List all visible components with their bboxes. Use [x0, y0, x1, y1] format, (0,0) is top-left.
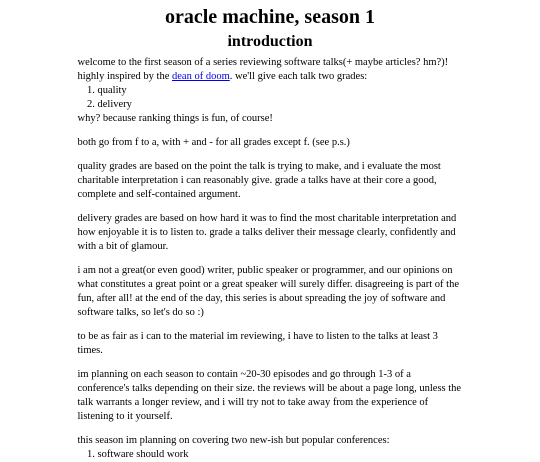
- delivery-grades-paragraph: delivery grades are based on how hard it was to find the most charitable interpretation and how enjoyable it is to listen to. grade a talks deliver their message clearly, confidently and with a bit of glamour.: [77, 213, 457, 252]
- conferences-intro-paragraph: this season im planning on covering two new-ish but popular conferences:: [77, 435, 390, 446]
- why-line: why? because ranking things is fun, of course!: [77, 113, 273, 124]
- grading-scale-paragraph: both go from f to a, with + and - for all grades except f. (see p.s.): [77, 137, 350, 148]
- grades-list: [78, 84, 463, 112]
- season-plan-paragraph: im planning on each season to contain ~20-30 episodes and go through 1-3 of a conference's talks depending on their size. the reviews will be about a page long, unless the talk warrants a longer review, and i will try not to take away from the experience of listening to it yourself.: [77, 369, 462, 422]
- conferences-list: [78, 448, 463, 462]
- page-title: oracle machine, season 1: [165, 6, 375, 28]
- document-page: [78, 0, 463, 462]
- intro-text: welcome to the first season of a series reviewing software talks(+ maybe articles? hm?)! highly inspired by the: [77, 57, 449, 82]
- list-item: 1. software should work: [98, 448, 463, 462]
- list-item: 1. quality: [98, 84, 463, 98]
- disclaimer-paragraph: i am not a great(or even good) writer, public speaker or programmer, and our opinions on what constitutes a great point or a great speaker will surely differ. disagreeing is part of the fun, after all! at the end of the day, this series is about spreading the joy of software and software talks, so let's do so :): [77, 265, 459, 318]
- section-heading: introduction: [227, 33, 313, 50]
- list-item: 2. delivery: [98, 98, 463, 112]
- intro-paragraph: [78, 56, 463, 84]
- dean-of-doom-link[interactable]: dean of doom: [172, 71, 230, 82]
- intro-text-end: . we'll give each talk two grades:: [229, 71, 368, 82]
- quality-grades-paragraph: quality grades are based on the point the talk is trying to make, and i evaluate the most charitable interpretation i can reasonably give. grade a talks have at their core a good, complete and self-contained argument.: [77, 161, 441, 200]
- fairness-paragraph: to be as fair as i can to the material im reviewing, i have to listen to the talks at least 3 times.: [77, 331, 438, 356]
